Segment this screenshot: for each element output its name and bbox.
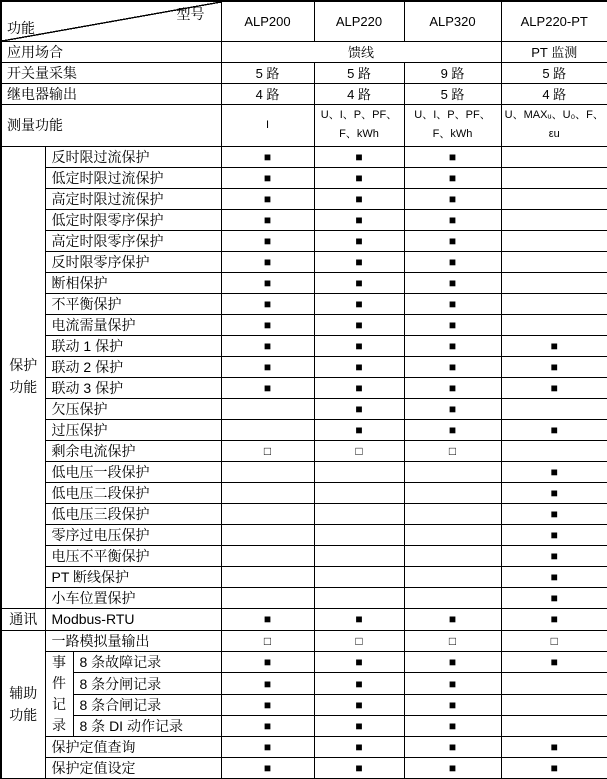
subcategory-cell: 事件记录: [45, 652, 73, 737]
filled-square-mark: ■: [404, 758, 501, 779]
feature-label: 低电压三段保护: [45, 503, 221, 524]
feature-label: 低电压一段保护: [45, 461, 221, 482]
feature-label: 高定时限零序保护: [45, 230, 221, 251]
feature-label: 联动 1 保护: [45, 335, 221, 356]
filled-square-mark: ■: [404, 251, 501, 272]
empty-mark-cell: [501, 673, 607, 694]
filled-square-mark: ■: [501, 461, 607, 482]
empty-mark-cell: [501, 398, 607, 419]
feature-label: 8 条分闸记录: [73, 673, 221, 694]
filled-square-mark: ■: [221, 694, 314, 715]
empty-mark-cell: [501, 146, 607, 167]
empty-mark-cell: [501, 188, 607, 209]
filled-square-mark: ■: [404, 335, 501, 356]
table-row: [1, 251, 607, 272]
empty-mark-cell: [501, 251, 607, 272]
filled-square-mark: ■: [314, 314, 404, 335]
table-row: [1, 293, 607, 314]
empty-mark-cell: [501, 293, 607, 314]
filled-square-mark: ■: [314, 398, 404, 419]
filled-square-mark: ■: [221, 146, 314, 167]
feature-label: 电流需量保护: [45, 314, 221, 335]
filled-square-mark: ■: [501, 545, 607, 566]
feature-label: 保护定值查询: [45, 737, 221, 758]
empty-mark-cell: [501, 272, 607, 293]
table-row: [1, 587, 607, 608]
empty-mark-cell: [221, 398, 314, 419]
filled-square-mark: ■: [314, 758, 404, 779]
empty-mark-cell: [314, 545, 404, 566]
feature-label: 反时限零序保护: [45, 251, 221, 272]
empty-mark-cell: [404, 545, 501, 566]
column-header-alp220-pt: ALP220-PT: [501, 1, 607, 41]
table-row: [1, 272, 607, 293]
filled-square-mark: ■: [404, 608, 501, 631]
category-cell: 通讯: [1, 608, 45, 631]
filled-square-mark: ■: [501, 652, 607, 673]
empty-mark-cell: [221, 524, 314, 545]
spec-value-cell: 5 路: [221, 62, 314, 83]
filled-square-mark: ■: [314, 608, 404, 631]
filled-square-mark: ■: [221, 356, 314, 377]
table-row: [1, 41, 607, 62]
feature-label: 反时限过流保护: [45, 146, 221, 167]
empty-mark-cell: [314, 461, 404, 482]
diagonal-label-model: 型号: [176, 6, 205, 22]
feature-label: 不平衡保护: [45, 293, 221, 314]
hollow-square-mark: □: [314, 631, 404, 652]
filled-square-mark: ■: [221, 737, 314, 758]
empty-mark-cell: [314, 587, 404, 608]
filled-square-mark: ■: [314, 335, 404, 356]
filled-square-mark: ■: [314, 251, 404, 272]
spec-value-cell: U、I、P、PF、F、kWh: [314, 104, 404, 146]
feature-label: 小车位置保护: [45, 587, 221, 608]
filled-square-mark: ■: [404, 188, 501, 209]
empty-mark-cell: [404, 566, 501, 587]
table-row: [1, 314, 607, 335]
filled-square-mark: ■: [314, 293, 404, 314]
table-row: [1, 104, 607, 146]
empty-mark-cell: [501, 715, 607, 736]
filled-square-mark: ■: [221, 314, 314, 335]
feature-label: 一路模拟量输出: [45, 631, 221, 652]
spec-value-cell: U、I、P、PF、F、kWh: [404, 104, 501, 146]
filled-square-mark: ■: [404, 694, 501, 715]
filled-square-mark: ■: [221, 209, 314, 230]
filled-square-mark: ■: [404, 230, 501, 251]
filled-square-mark: ■: [314, 377, 404, 398]
table-row: [1, 188, 607, 209]
hollow-square-mark: □: [501, 631, 607, 652]
filled-square-mark: ■: [221, 377, 314, 398]
feature-label: 低电压二段保护: [45, 482, 221, 503]
filled-square-mark: ■: [501, 482, 607, 503]
feature-label: 8 条合闸记录: [73, 694, 221, 715]
table-row: [1, 652, 607, 673]
table-row: [1, 461, 607, 482]
empty-mark-cell: [314, 524, 404, 545]
empty-mark-cell: [501, 314, 607, 335]
feature-label: Modbus-RTU: [45, 608, 221, 631]
filled-square-mark: ■: [501, 524, 607, 545]
filled-square-mark: ■: [501, 419, 607, 440]
filled-square-mark: ■: [314, 272, 404, 293]
feature-label: 高定时限过流保护: [45, 188, 221, 209]
spec-label: 应用场合: [1, 41, 221, 62]
filled-square-mark: ■: [404, 398, 501, 419]
table-row: [1, 608, 607, 631]
filled-square-mark: ■: [404, 673, 501, 694]
empty-mark-cell: [221, 461, 314, 482]
table-row: [1, 419, 607, 440]
feature-label: 低定时限零序保护: [45, 209, 221, 230]
filled-square-mark: ■: [314, 230, 404, 251]
feature-label: 零序过电压保护: [45, 524, 221, 545]
hollow-square-mark: □: [404, 440, 501, 461]
spec-value-cell: 馈线: [221, 41, 501, 62]
filled-square-mark: ■: [404, 652, 501, 673]
empty-mark-cell: [221, 566, 314, 587]
feature-label: 过压保护: [45, 419, 221, 440]
feature-label: 断相保护: [45, 272, 221, 293]
filled-square-mark: ■: [221, 251, 314, 272]
table-row: [1, 631, 607, 652]
category-cell: 辅助功能: [1, 631, 45, 779]
empty-mark-cell: [404, 524, 501, 545]
table-row: [1, 758, 607, 779]
table-row: [1, 398, 607, 419]
filled-square-mark: ■: [404, 314, 501, 335]
column-header-alp220: ALP220: [314, 1, 404, 41]
spec-label: 继电器输出: [1, 83, 221, 104]
feature-label: 联动 2 保护: [45, 356, 221, 377]
hollow-square-mark: □: [314, 440, 404, 461]
filled-square-mark: ■: [404, 737, 501, 758]
filled-square-mark: ■: [404, 419, 501, 440]
filled-square-mark: ■: [314, 188, 404, 209]
column-header-alp320: ALP320: [404, 1, 501, 41]
filled-square-mark: ■: [314, 737, 404, 758]
empty-mark-cell: [404, 587, 501, 608]
feature-label: 8 条 DI 动作记录: [73, 715, 221, 736]
filled-square-mark: ■: [314, 209, 404, 230]
filled-square-mark: ■: [501, 758, 607, 779]
filled-square-mark: ■: [221, 230, 314, 251]
hollow-square-mark: □: [221, 440, 314, 461]
filled-square-mark: ■: [314, 146, 404, 167]
diagonal-label-function: 功能: [7, 19, 35, 36]
filled-square-mark: ■: [221, 608, 314, 631]
filled-square-mark: ■: [404, 209, 501, 230]
empty-mark-cell: [221, 419, 314, 440]
filled-square-mark: ■: [404, 293, 501, 314]
spec-value-cell: 5 路: [501, 62, 607, 83]
filled-square-mark: ■: [314, 673, 404, 694]
filled-square-mark: ■: [221, 652, 314, 673]
feature-label: 联动 3 保护: [45, 377, 221, 398]
table-row: [1, 694, 607, 715]
table-row: [1, 715, 607, 736]
filled-square-mark: ■: [221, 715, 314, 736]
filled-square-mark: ■: [221, 758, 314, 779]
feature-label: 低定时限过流保护: [45, 167, 221, 188]
table-row: [1, 545, 607, 566]
filled-square-mark: ■: [404, 377, 501, 398]
feature-label: 保护定值设定: [45, 758, 221, 779]
spec-value-cell: 4 路: [221, 83, 314, 104]
spec-value-cell: 9 路: [404, 62, 501, 83]
feature-label: PT 断线保护: [45, 566, 221, 587]
hollow-square-mark: □: [404, 631, 501, 652]
filled-square-mark: ■: [221, 673, 314, 694]
table-row: [1, 356, 607, 377]
column-header-alp200: ALP200: [221, 1, 314, 41]
empty-mark-cell: [501, 209, 607, 230]
spec-value-cell: U、MAXᵤ、U₀、F、εu: [501, 104, 607, 146]
empty-mark-cell: [404, 461, 501, 482]
table-row: [1, 335, 607, 356]
filled-square-mark: ■: [501, 377, 607, 398]
empty-mark-cell: [314, 503, 404, 524]
filled-square-mark: ■: [221, 293, 314, 314]
filled-square-mark: ■: [221, 272, 314, 293]
filled-square-mark: ■: [404, 356, 501, 377]
table-row: [1, 566, 607, 587]
category-cell: 保护功能: [1, 146, 45, 608]
empty-mark-cell: [314, 566, 404, 587]
spec-value-cell: I: [221, 104, 314, 146]
table-row: [1, 377, 607, 398]
table-row: [1, 673, 607, 694]
table-header-row: [1, 1, 607, 41]
empty-mark-cell: [221, 482, 314, 503]
spec-label: 开关量采集: [1, 62, 221, 83]
empty-mark-cell: [314, 482, 404, 503]
filled-square-mark: ■: [404, 715, 501, 736]
empty-mark-cell: [221, 503, 314, 524]
empty-mark-cell: [404, 503, 501, 524]
spec-value-cell: 5 路: [314, 62, 404, 83]
empty-mark-cell: [221, 545, 314, 566]
spec-value-cell: 5 路: [404, 83, 501, 104]
table-row: [1, 167, 607, 188]
filled-square-mark: ■: [221, 167, 314, 188]
feature-label: 剩余电流保护: [45, 440, 221, 461]
filled-square-mark: ■: [501, 335, 607, 356]
spec-label: 测量功能: [1, 104, 221, 146]
empty-mark-cell: [404, 482, 501, 503]
filled-square-mark: ■: [404, 167, 501, 188]
filled-square-mark: ■: [314, 652, 404, 673]
table-row: [1, 209, 607, 230]
diagonal-header-cell: [1, 1, 221, 41]
empty-mark-cell: [221, 587, 314, 608]
empty-mark-cell: [501, 230, 607, 251]
filled-square-mark: ■: [404, 272, 501, 293]
filled-square-mark: ■: [404, 146, 501, 167]
table-row: [1, 62, 607, 83]
table-row: [1, 524, 607, 545]
feature-label: 8 条故障记录: [73, 652, 221, 673]
table-row: [1, 482, 607, 503]
spec-value-cell: 4 路: [501, 83, 607, 104]
table-row: [1, 440, 607, 461]
filled-square-mark: ■: [501, 503, 607, 524]
filled-square-mark: ■: [501, 566, 607, 587]
filled-square-mark: ■: [501, 356, 607, 377]
feature-label: 电压不平衡保护: [45, 545, 221, 566]
table-row: [1, 503, 607, 524]
filled-square-mark: ■: [314, 694, 404, 715]
feature-label: 欠压保护: [45, 398, 221, 419]
table-row: [1, 83, 607, 104]
hollow-square-mark: □: [221, 631, 314, 652]
empty-mark-cell: [501, 694, 607, 715]
filled-square-mark: ■: [221, 188, 314, 209]
filled-square-mark: ■: [501, 737, 607, 758]
table-body: [1, 41, 607, 779]
empty-mark-cell: [501, 167, 607, 188]
table-row: [1, 230, 607, 251]
filled-square-mark: ■: [221, 335, 314, 356]
empty-mark-cell: [501, 440, 607, 461]
filled-square-mark: ■: [501, 608, 607, 631]
spec-value-cell: PT 监测: [501, 41, 607, 62]
table-row: [1, 146, 607, 167]
filled-square-mark: ■: [314, 167, 404, 188]
table-row: [1, 737, 607, 758]
filled-square-mark: ■: [501, 587, 607, 608]
filled-square-mark: ■: [314, 419, 404, 440]
spec-value-cell: 4 路: [314, 83, 404, 104]
filled-square-mark: ■: [314, 715, 404, 736]
filled-square-mark: ■: [314, 356, 404, 377]
